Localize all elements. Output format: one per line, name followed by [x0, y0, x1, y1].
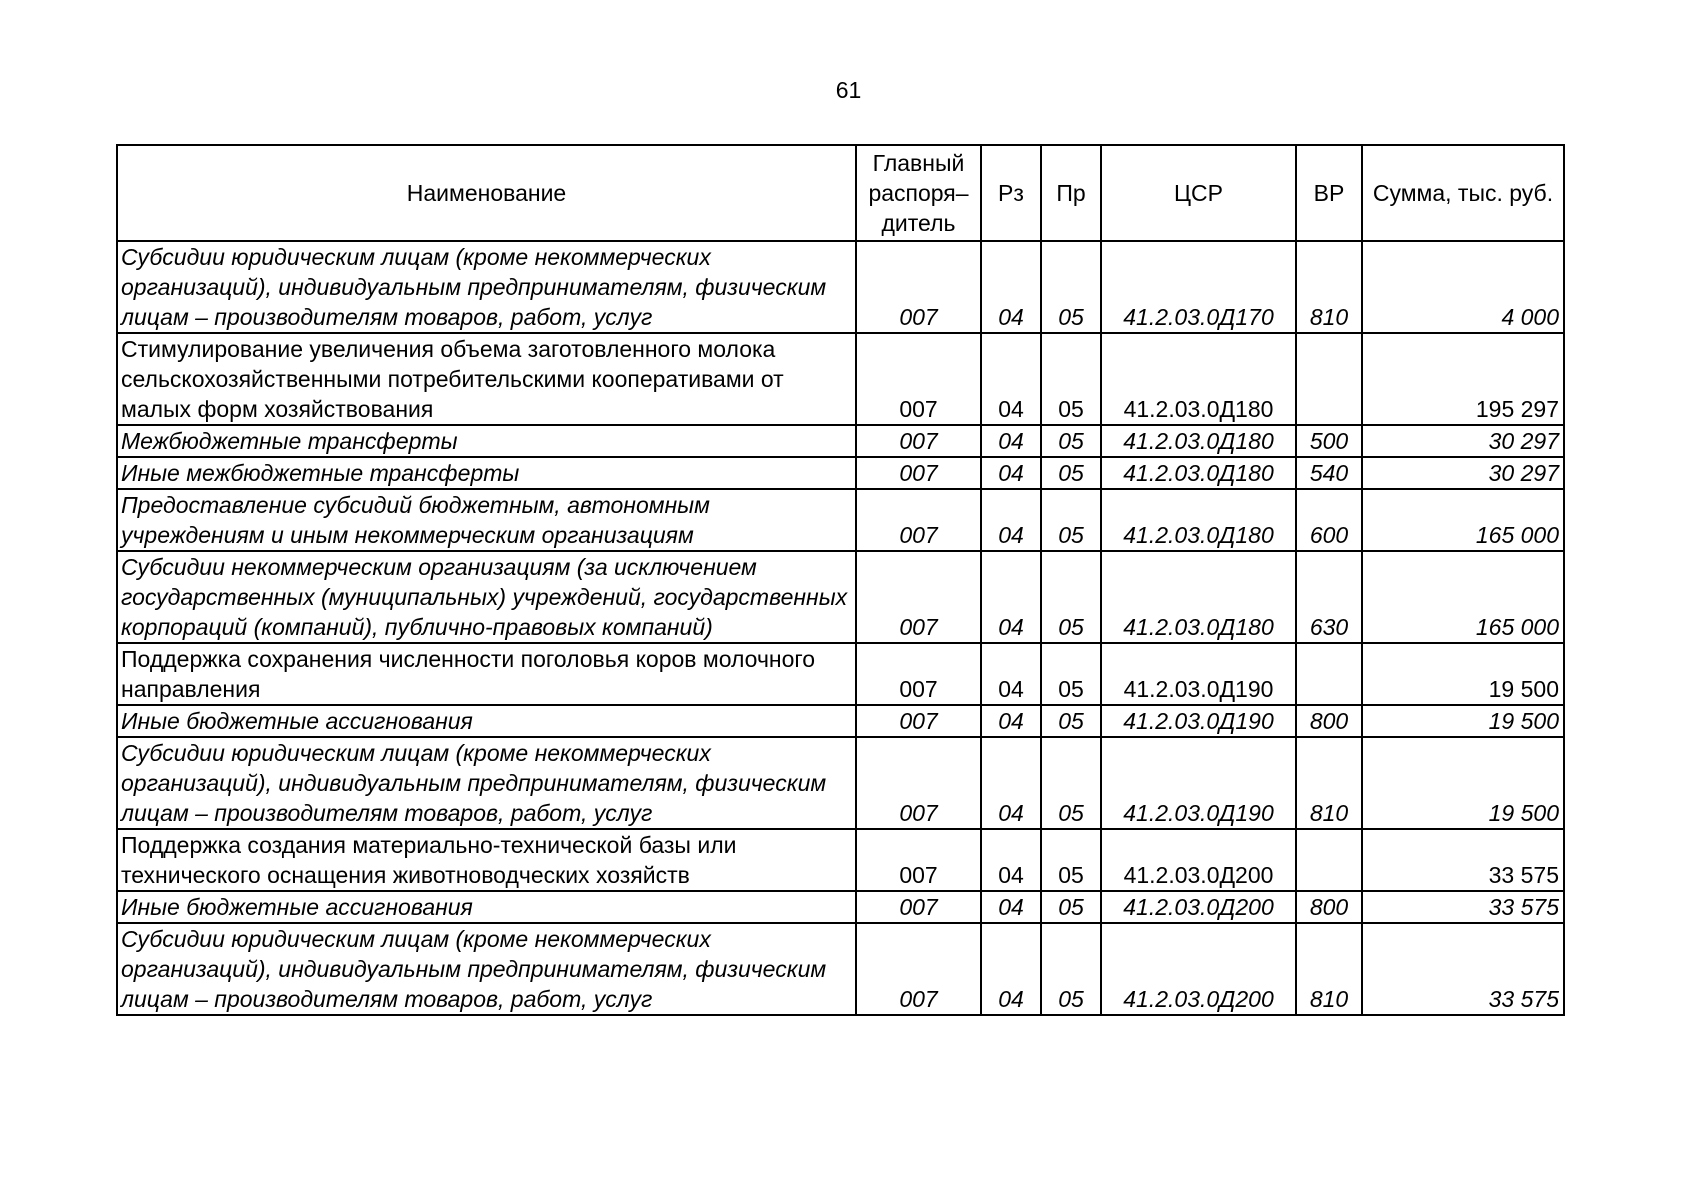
table-row: [117, 241, 1564, 333]
cell-pr: 05: [1041, 241, 1101, 333]
cell-rz: 04: [981, 705, 1041, 737]
cell-rz: 04: [981, 241, 1041, 333]
cell-csr: 41.2.03.0Д180: [1101, 333, 1296, 425]
table-row: [117, 551, 1564, 643]
cell-name: Субсидии юридическим лицам (кроме некоммерческих организаций), индивидуальным предпринимателям, физическим лицам – производителям товаров, работ, услуг: [117, 737, 856, 829]
cell-csr: 41.2.03.0Д200: [1101, 923, 1296, 1015]
cell-csr: 41.2.03.0Д200: [1101, 829, 1296, 891]
table-body: [117, 241, 1564, 1015]
cell-glavny: 007: [856, 705, 981, 737]
cell-sum: 19 500: [1362, 643, 1564, 705]
table-row: [117, 643, 1564, 705]
cell-glavny: 007: [856, 643, 981, 705]
cell-sum: 33 575: [1362, 891, 1564, 923]
cell-csr: 41.2.03.0Д180: [1101, 425, 1296, 457]
cell-sum: 165 000: [1362, 551, 1564, 643]
cell-rz: 04: [981, 829, 1041, 891]
cell-name: Субсидии юридическим лицам (кроме некоммерческих организаций), индивидуальным предпринимателям, физическим лицам – производителям товаров, работ, услуг: [117, 923, 856, 1015]
cell-glavny: 007: [856, 457, 981, 489]
table-row: [117, 923, 1564, 1015]
cell-name: Межбюджетные трансферты: [117, 425, 856, 457]
cell-pr: 05: [1041, 643, 1101, 705]
table-row: [117, 333, 1564, 425]
header-csr: ЦСР: [1101, 145, 1296, 241]
cell-name: Иные межбюджетные трансферты: [117, 457, 856, 489]
cell-pr: 05: [1041, 705, 1101, 737]
table-row: [117, 891, 1564, 923]
cell-vr: 810: [1296, 241, 1362, 333]
cell-sum: 4 000: [1362, 241, 1564, 333]
header-name: Наименование: [117, 145, 856, 241]
header-sum: Сумма, тыс. руб.: [1362, 145, 1564, 241]
cell-csr: 41.2.03.0Д180: [1101, 489, 1296, 551]
cell-sum: 30 297: [1362, 425, 1564, 457]
cell-vr: [1296, 333, 1362, 425]
header-pr: Пр: [1041, 145, 1101, 241]
cell-rz: 04: [981, 457, 1041, 489]
cell-csr: 41.2.03.0Д200: [1101, 891, 1296, 923]
cell-name: Предоставление субсидий бюджетным, автономным учреждениям и иным некоммерческим организациям: [117, 489, 856, 551]
cell-sum: 19 500: [1362, 737, 1564, 829]
cell-rz: 04: [981, 923, 1041, 1015]
table-row: [117, 829, 1564, 891]
table-row: [117, 457, 1564, 489]
cell-name: Иные бюджетные ассигнования: [117, 705, 856, 737]
table-header-row: [117, 145, 1564, 241]
cell-name: Иные бюджетные ассигнования: [117, 891, 856, 923]
cell-rz: 04: [981, 551, 1041, 643]
cell-vr: 800: [1296, 891, 1362, 923]
cell-sum: 195 297: [1362, 333, 1564, 425]
header-glavny: Главный распоря– дитель: [856, 145, 981, 241]
cell-glavny: 007: [856, 489, 981, 551]
cell-pr: 05: [1041, 457, 1101, 489]
cell-rz: 04: [981, 891, 1041, 923]
cell-name: Поддержка создания материально-технической базы или технического оснащения животноводческих хозяйств: [117, 829, 856, 891]
cell-name: Субсидии некоммерческим организациям (за исключением государственных (муниципальных) учреждений, государственных корпораций (компаний), публично-правовых компаний): [117, 551, 856, 643]
cell-csr: 41.2.03.0Д180: [1101, 457, 1296, 489]
cell-sum: 30 297: [1362, 457, 1564, 489]
cell-glavny: 007: [856, 829, 981, 891]
cell-vr: 600: [1296, 489, 1362, 551]
cell-glavny: 007: [856, 333, 981, 425]
cell-glavny: 007: [856, 551, 981, 643]
cell-sum: 19 500: [1362, 705, 1564, 737]
cell-vr: [1296, 829, 1362, 891]
cell-pr: 05: [1041, 891, 1101, 923]
cell-glavny: 007: [856, 241, 981, 333]
cell-glavny: 007: [856, 425, 981, 457]
cell-name: Поддержка сохранения численности поголовья коров молочного направления: [117, 643, 856, 705]
cell-pr: 05: [1041, 551, 1101, 643]
cell-vr: 800: [1296, 705, 1362, 737]
cell-vr: 540: [1296, 457, 1362, 489]
cell-csr: 41.2.03.0Д170: [1101, 241, 1296, 333]
cell-pr: 05: [1041, 333, 1101, 425]
cell-glavny: 007: [856, 891, 981, 923]
table-row: [117, 489, 1564, 551]
cell-rz: 04: [981, 333, 1041, 425]
budget-table: [116, 144, 1565, 1016]
table-row: [117, 425, 1564, 457]
cell-pr: 05: [1041, 425, 1101, 457]
cell-vr: 810: [1296, 923, 1362, 1015]
cell-rz: 04: [981, 643, 1041, 705]
cell-pr: 05: [1041, 737, 1101, 829]
cell-rz: 04: [981, 425, 1041, 457]
cell-sum: 165 000: [1362, 489, 1564, 551]
cell-csr: 41.2.03.0Д190: [1101, 737, 1296, 829]
cell-rz: 04: [981, 489, 1041, 551]
table-row: [117, 705, 1564, 737]
cell-rz: 04: [981, 737, 1041, 829]
cell-vr: 630: [1296, 551, 1362, 643]
cell-name: Субсидии юридическим лицам (кроме некоммерческих организаций), индивидуальным предпринимателям, физическим лицам – производителям товаров, работ, услуг: [117, 241, 856, 333]
cell-vr: 810: [1296, 737, 1362, 829]
header-rz: Рз: [981, 145, 1041, 241]
cell-pr: 05: [1041, 489, 1101, 551]
cell-name: Стимулирование увеличения объема заготовленного молока сельскохозяйственными потребительскими кооперативами от малых форм хозяйствования: [117, 333, 856, 425]
table-row: [117, 737, 1564, 829]
cell-vr: [1296, 643, 1362, 705]
cell-pr: 05: [1041, 829, 1101, 891]
cell-glavny: 007: [856, 737, 981, 829]
cell-glavny: 007: [856, 923, 981, 1015]
header-vr: ВР: [1296, 145, 1362, 241]
cell-csr: 41.2.03.0Д180: [1101, 551, 1296, 643]
cell-pr: 05: [1041, 923, 1101, 1015]
cell-vr: 500: [1296, 425, 1362, 457]
page-number: 61: [835, 77, 862, 103]
cell-csr: 41.2.03.0Д190: [1101, 643, 1296, 705]
cell-sum: 33 575: [1362, 923, 1564, 1015]
cell-sum: 33 575: [1362, 829, 1564, 891]
cell-csr: 41.2.03.0Д190: [1101, 705, 1296, 737]
